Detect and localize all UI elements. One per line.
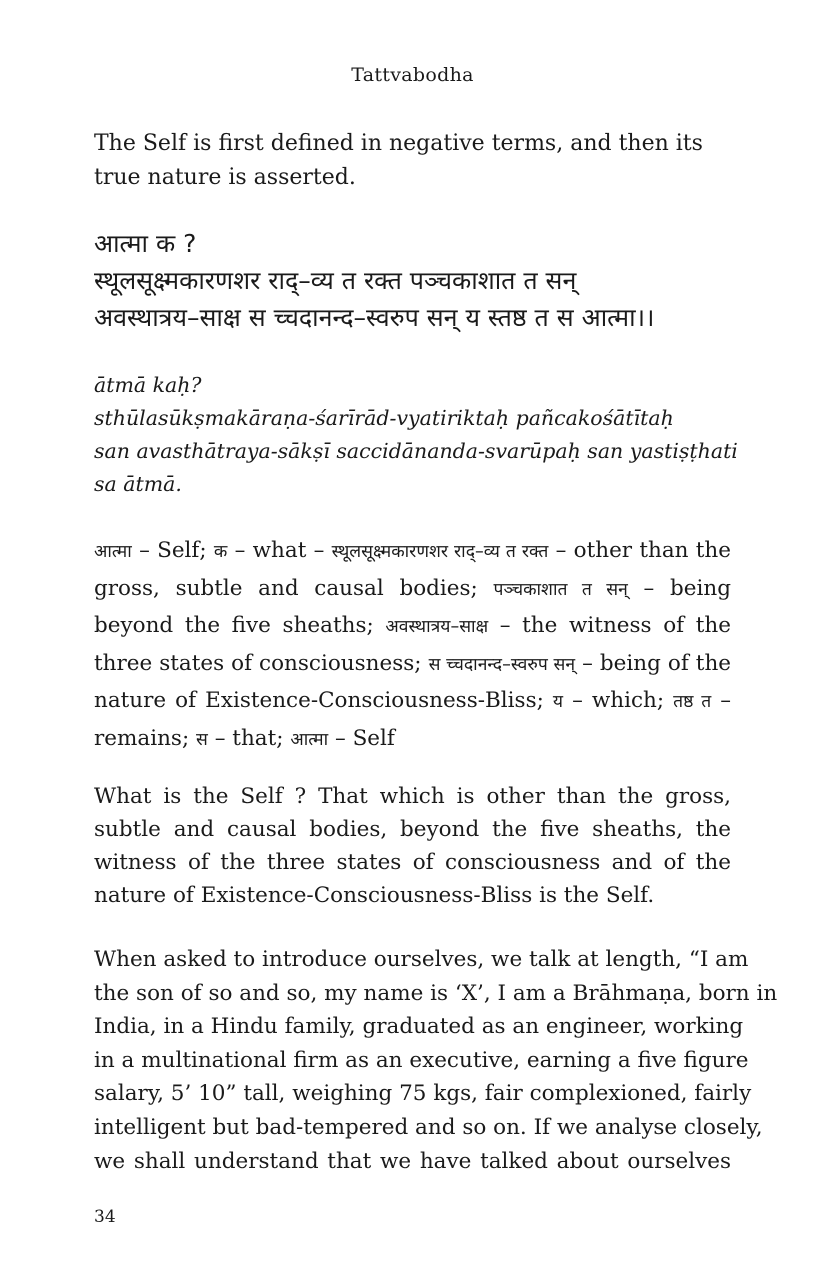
transliteration-line: sthūlasūkṣmakāraṇa-śarīrād-vyatiriktaḥ pañcakośātītaḥ bbox=[94, 406, 674, 430]
transliteration-line: sa ātmā. bbox=[94, 472, 182, 496]
gloss-meaning: – that; bbox=[207, 725, 291, 751]
meaning-paragraph: What is the Self ? That which is other than the gross, subtle and causal bodies, beyond the five sheaths, the witness of the three states of consciousness and of the nature of Existence-Consciousness-Bliss is the Self. bbox=[94, 784, 731, 908]
sanskrit-verse bbox=[94, 225, 731, 336]
commentary-line: India, in a Hindu family, graduated as an engineer, working bbox=[94, 1014, 744, 1040]
gloss-word: स bbox=[196, 729, 208, 750]
commentary-line: salary, 5’ 10” tall, weighing 75 kgs, fair complexioned, fairly bbox=[94, 1081, 752, 1107]
running-header: Tattvabodha bbox=[351, 64, 474, 86]
gloss-meaning: – remains; bbox=[94, 688, 731, 751]
gloss-meaning: – Self bbox=[328, 725, 395, 751]
gloss-word: पञ्चकाशात त सन् bbox=[493, 579, 628, 600]
gloss-word: स्थूलसूक्ष्मकारणशर राद्–व्य त रक्त bbox=[331, 542, 549, 562]
gloss-word: तष्ठ त bbox=[673, 692, 712, 712]
gloss-word: आत्मा bbox=[290, 729, 329, 750]
transliteration bbox=[94, 369, 738, 501]
commentary-line: in a multinational firm as an executive, earning a five figure bbox=[94, 1047, 749, 1073]
commentary-line: the son of so and so, my name is ‘X’, I am a Brāhmaṇa, born in bbox=[94, 980, 778, 1006]
commentary-line: we shall understand that we have talked about ourselves bbox=[94, 1148, 731, 1174]
gloss-word: स च्चदानन्द–स्वरुप सन् bbox=[428, 654, 576, 675]
verse-line: अवस्थात्रय–साक्ष स च्चदानन्द–स्वरुप सन् य स्तष्ठ त स आत्मा।। bbox=[94, 303, 655, 332]
gloss-meaning: – Self; bbox=[131, 538, 214, 563]
transliteration-line: san avasthātraya-sākṣī saccidānanda-svarūpaḥ san yastiṣṭhati bbox=[94, 439, 738, 463]
commentary-line: intelligent but bad-tempered and so on. If we analyse closely, bbox=[94, 1114, 763, 1140]
transliteration-line: ātmā kaḥ? bbox=[94, 373, 202, 397]
commentary-paragraph bbox=[94, 943, 778, 1178]
verse-line: स्थूलसूक्ष्मकारणशर राद्–व्य त रक्त पञ्चकाशात त सन् bbox=[94, 266, 577, 295]
page-number: 34 bbox=[94, 1207, 116, 1227]
gloss-word: अवस्थात्रय–साक्ष bbox=[385, 617, 489, 637]
gloss-meaning: – what – bbox=[227, 538, 332, 563]
verse-line: आत्मा क ? bbox=[94, 229, 197, 258]
commentary-line: When asked to introduce ourselves, we talk at length, “I am bbox=[94, 947, 749, 972]
gloss-word: क bbox=[213, 542, 228, 562]
gloss-meaning: – being beyond the five sheaths; bbox=[94, 575, 731, 638]
word-meanings bbox=[94, 533, 731, 758]
gloss-word: आत्मा bbox=[94, 542, 132, 562]
gloss-meaning: – the witness of the three states of consciousness; bbox=[94, 613, 731, 676]
intro-paragraph: The Self is first defined in negative terms, and then its true nature is asserted. bbox=[94, 131, 703, 190]
gloss-meaning: – other than the gross, subtle and causal bodies; bbox=[94, 538, 731, 601]
gloss-word: य bbox=[552, 692, 564, 712]
gloss-meaning: – being of the nature of Existence-Consciousness-Bliss; bbox=[94, 650, 732, 713]
gloss-meaning: – which; bbox=[563, 688, 674, 713]
